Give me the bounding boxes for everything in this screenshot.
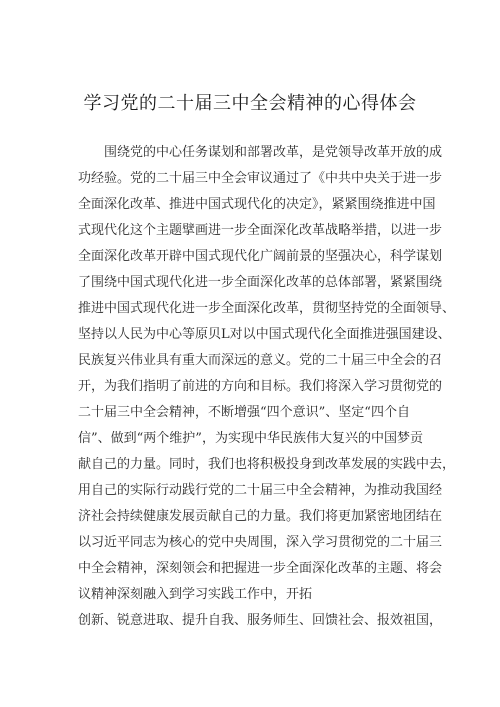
paragraph-line: 式现代化这个主题擘画进一步全面深化改革战略举措，以进一步 [78,223,443,238]
paragraph-line: 开，为我们指明了前进的方向和目标。我们将深入学习贯彻党的 [78,379,443,394]
document-title: 学习党的二十届三中全会精神的心得体会 [83,93,417,114]
paragraph-line: 功经验。党的二十届三中全会审议通过了《中共中央关于进一步 [78,171,443,186]
paragraph-line: 用自己的实际行动践行党的二十届三中全会精神，为推动我国经 [78,483,443,498]
paragraph-line: 坚持以人民为中心等原贝L对以中国式现代化全面推进强国建设、 [78,327,451,342]
document-body [78,140,456,634]
paragraph-line: 以习近平同志为核心的党中央周围，深入学习贯彻党的二十届三 [78,535,443,550]
paragraph-line: 济社会持续健康发展贡献自己的力量。我们将更加紧密地团结在 [78,509,443,524]
paragraph-line: 全面深化改革、推进中国式现代化的决定》，紧紧围绕推进中国 [78,197,436,212]
paragraph-line: 围绕党的中心任务谋划和部署改革，是党领导改革开放的成 [104,145,443,160]
paragraph-line: 中全会精神，深刻领会和把握进一步全面深化改革的主题、将会 [78,561,443,576]
paragraph-line: 议精神深刻融入到学习实践工作中，开拓 [78,587,313,602]
paragraph-line: 推进中国式现代化进一步全面深化改革，贯彻坚持党的全面领导、 [78,301,456,316]
paragraph-line: 创新、锐意进取、提升自我、服务师生、回馈社会、报效祖国， [78,613,443,628]
paragraph-line: 二十届三中全会精神，不断增强“四个意识”、坚定“四个自 [78,405,410,420]
paragraph-line: 了围绕中国式现代化进一步全面深化改革的总体部署，紧紧围绕 [78,275,443,290]
paragraph-line: 民族复兴伟业具有重大而深远的意义。党的二十届三中全会的召 [78,353,443,368]
paragraph-line: 献自己的力量。同时，我们也将积极投身到改革发展的实践中去， [78,457,456,472]
paragraph-line: 信”、做到“两个维护”，为实现中华民族伟大复兴的中国梦贡 [78,431,423,446]
paragraph-line: 全面深化改革开辟中国式现代化广阔前景的坚强决心，科学谋划 [78,249,443,264]
